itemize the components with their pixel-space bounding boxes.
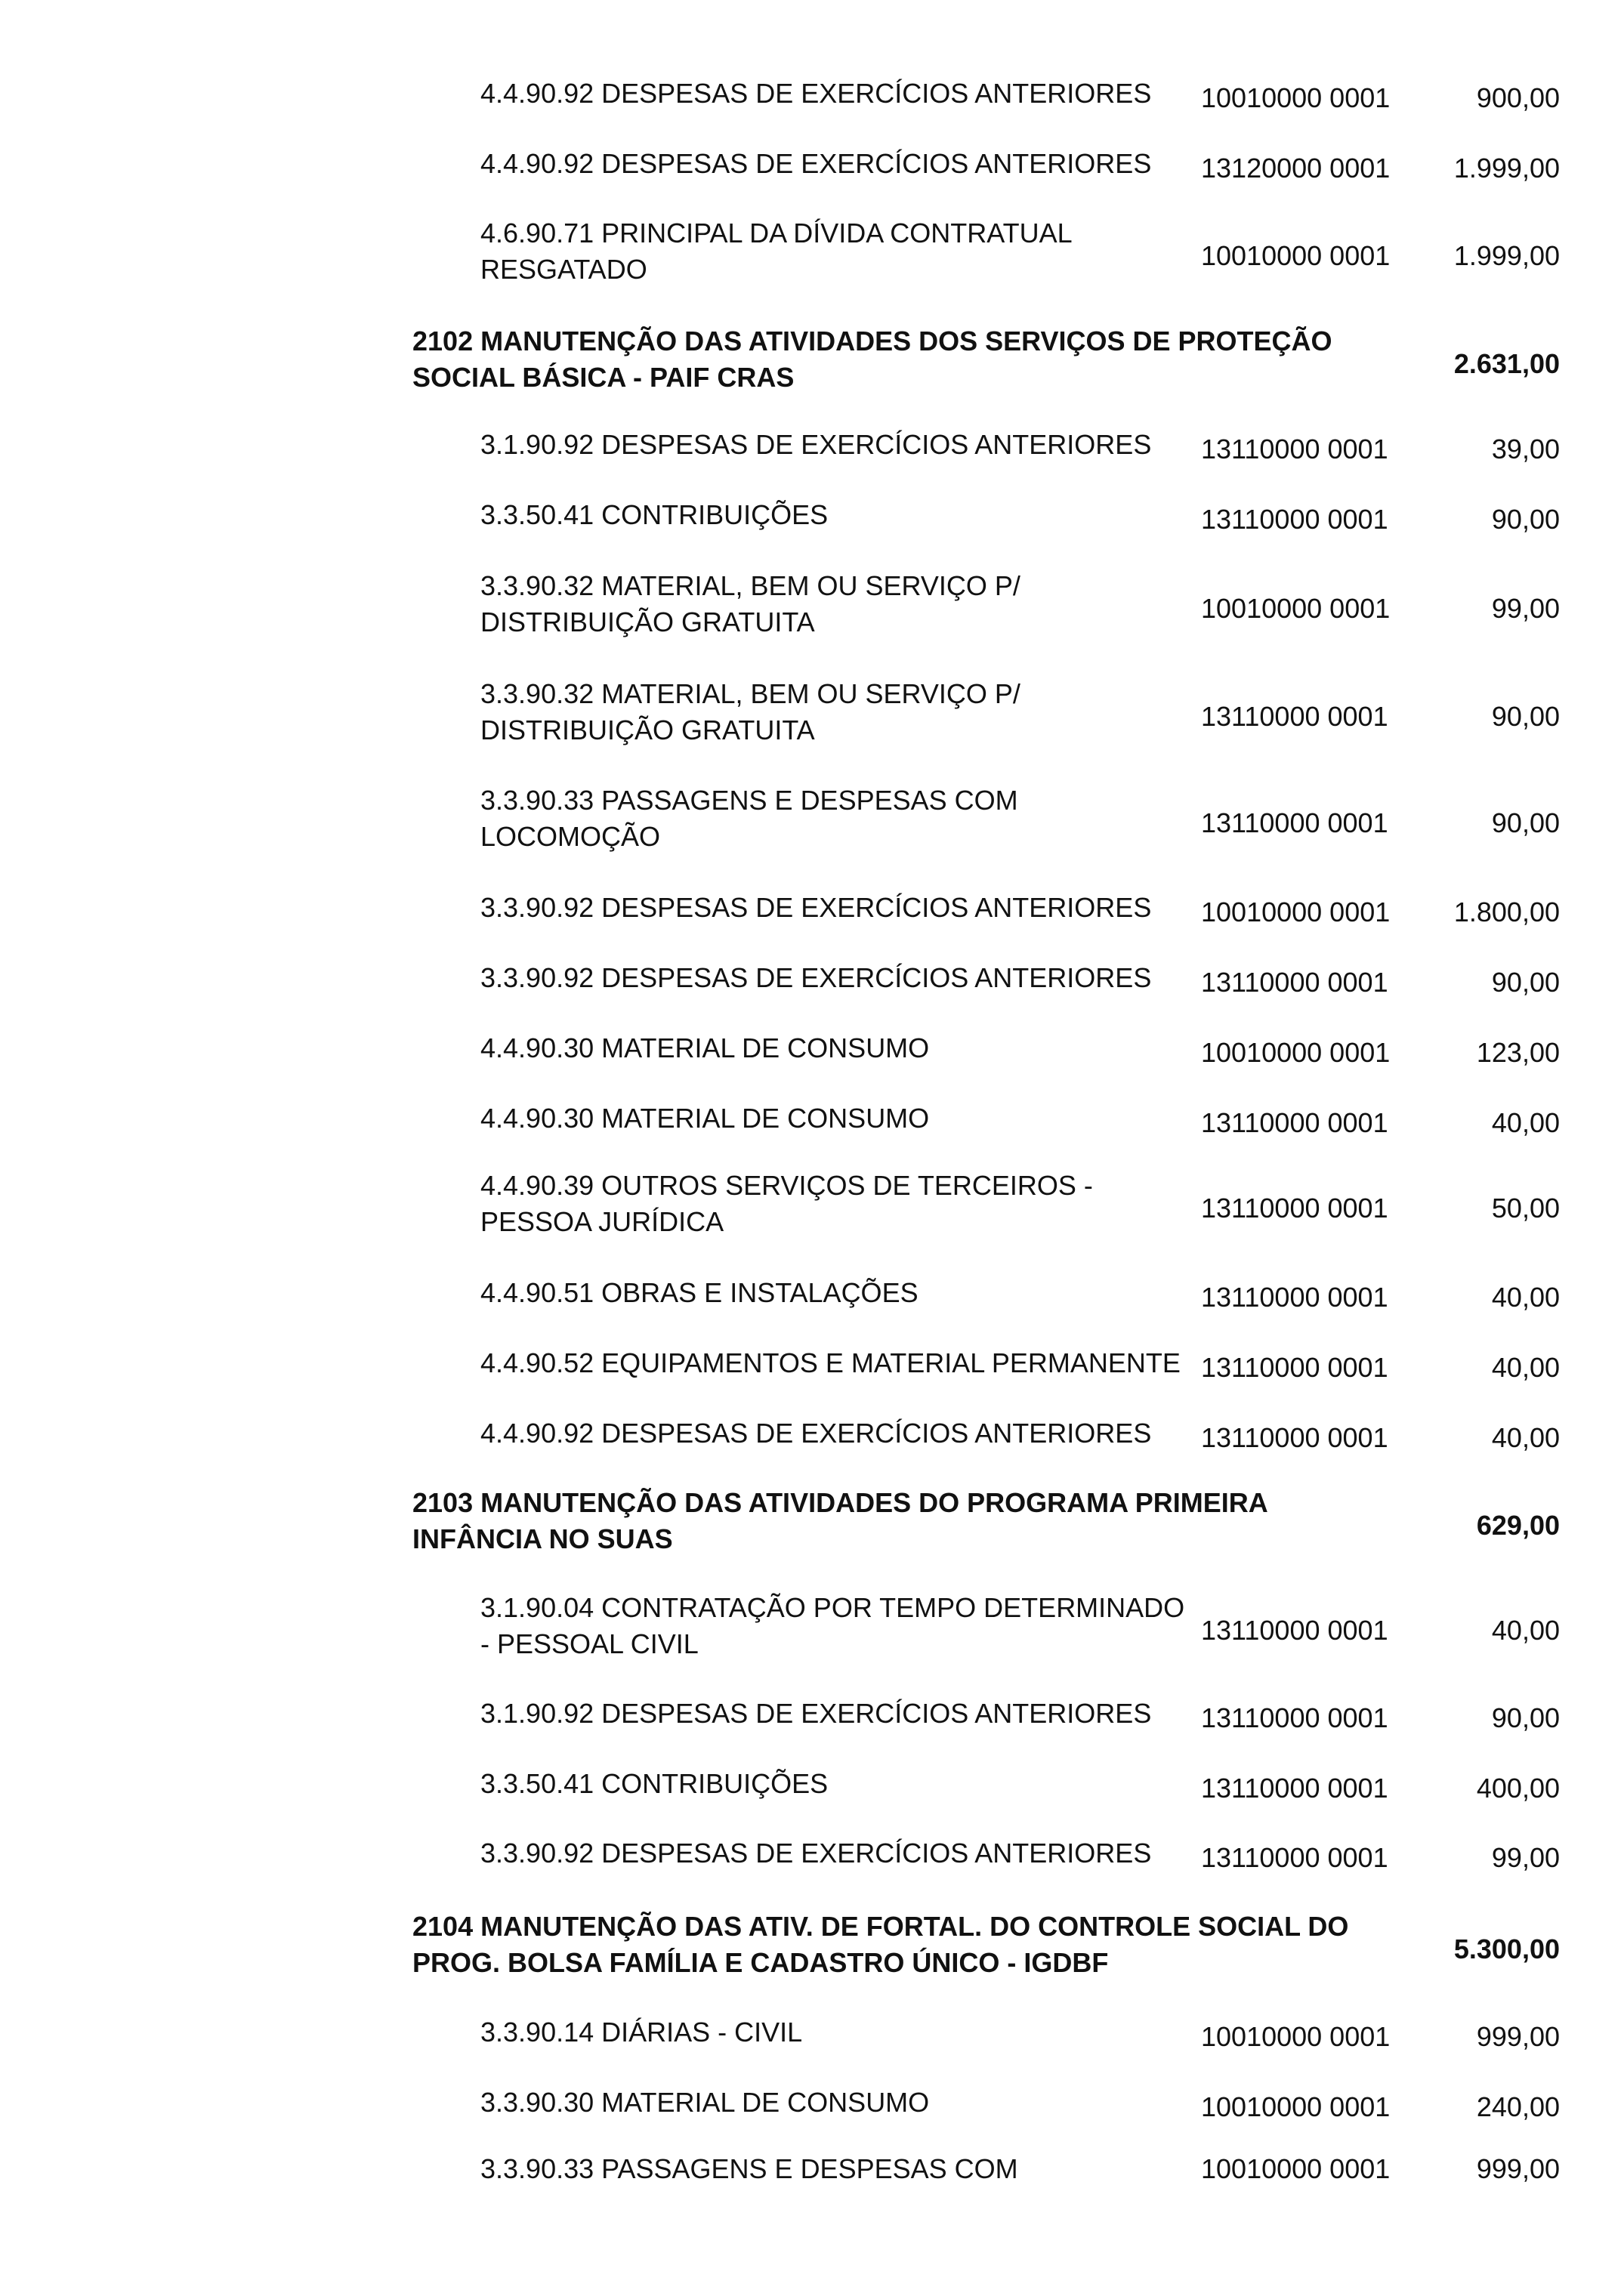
expense-item-row — [0, 1415, 1624, 1461]
expense-item-row — [0, 1345, 1624, 1390]
expense-description: 3.1.90.04 CONTRATAÇÃO POR TEMPO DETERMINADO - PESSOAL CIVIL — [480, 1592, 1185, 1659]
expense-description: 4.4.90.92 DESPESAS DE EXERCÍCIOS ANTERIORES — [480, 1418, 1152, 1449]
expense-description: 4.4.90.30 MATERIAL DE CONSUMO — [480, 1032, 930, 1063]
resource-code: 13110000 0001 — [1201, 967, 1388, 998]
expense-value: 90,00 — [1491, 701, 1560, 732]
expense-description: 4.4.90.92 DESPESAS DE EXERCÍCIOS ANTERIORES — [480, 78, 1152, 109]
action-total: 629,00 — [1476, 1510, 1560, 1541]
resource-code: 10010000 0001 — [1201, 896, 1391, 927]
expense-description: 3.3.90.30 MATERIAL DE CONSUMO — [480, 2087, 930, 2118]
expense-description: 3.3.90.33 PASSAGENS E DESPESAS COM LOCOMOÇÃO — [480, 785, 1018, 852]
action-title: 2103 MANUTENÇÃO DAS ATIVIDADES DO PROGRAMA PRIMEIRA INFÂNCIA NO SUAS — [412, 1487, 1267, 1554]
expense-item-row — [0, 1696, 1624, 1741]
expense-value: 123,00 — [1476, 1037, 1560, 1068]
expense-value: 90,00 — [1491, 967, 1560, 998]
resource-code: 10010000 0001 — [1201, 2153, 1391, 2184]
expense-description: 4.4.90.92 DESPESAS DE EXERCÍCIOS ANTERIORES — [480, 148, 1152, 179]
expense-description: 3.3.90.92 DESPESAS DE EXERCÍCIOS ANTERIORES — [480, 892, 1152, 923]
expense-description: 3.3.50.41 CONTRIBUIÇÕES — [480, 499, 829, 530]
resource-code: 10010000 0001 — [1201, 593, 1391, 624]
expense-value: 1.999,00 — [1453, 153, 1560, 184]
expense-description: 3.3.90.14 DIÁRIAS - CIVIL — [480, 2017, 803, 2048]
expense-item-row — [0, 1168, 1624, 1249]
expense-item-row — [0, 568, 1624, 650]
expense-value: 240,00 — [1476, 2091, 1560, 2122]
expense-description: 3.3.90.32 MATERIAL, BEM OU SERVIÇO P/ DISTRIBUIÇÃO GRATUITA — [480, 678, 1020, 745]
expense-description: 4.4.90.52 EQUIPAMENTOS E MATERIAL PERMANENTE — [480, 1347, 1181, 1378]
expense-item-row — [0, 76, 1624, 121]
expense-item-row — [0, 1030, 1624, 1075]
expense-description: 3.3.90.92 DESPESAS DE EXERCÍCIOS ANTERIORES — [480, 1838, 1152, 1869]
resource-code: 10010000 0001 — [1201, 2091, 1391, 2122]
expense-value: 90,00 — [1491, 1702, 1560, 1733]
resource-code: 13110000 0001 — [1201, 1842, 1388, 1873]
expense-item-row — [0, 1766, 1624, 1811]
expense-item-row — [0, 2014, 1624, 2060]
expense-description: 3.1.90.92 DESPESAS DE EXERCÍCIOS ANTERIORES — [480, 1698, 1152, 1729]
action-header-row — [0, 1485, 1624, 1566]
resource-code: 13110000 0001 — [1201, 434, 1388, 464]
expense-item-row — [0, 2085, 1624, 2130]
expense-item-row — [0, 497, 1624, 542]
expense-value: 40,00 — [1491, 1107, 1560, 1138]
expense-value: 40,00 — [1491, 1352, 1560, 1383]
resource-code: 13110000 0001 — [1201, 701, 1388, 732]
resource-code: 13110000 0001 — [1201, 1352, 1388, 1383]
expense-item-row — [0, 1835, 1624, 1881]
expense-value: 99,00 — [1491, 1842, 1560, 1873]
expense-item-row — [0, 2151, 1624, 2227]
action-header-row — [0, 323, 1624, 405]
expense-description: 3.3.90.32 MATERIAL, BEM OU SERVIÇO P/ DISTRIBUIÇÃO GRATUITA — [480, 570, 1020, 637]
expense-value: 999,00 — [1476, 2153, 1560, 2184]
expense-description: 4.4.90.39 OUTROS SERVIÇOS DE TERCEIROS - PESSOA JURÍDICA — [480, 1170, 1093, 1237]
expense-item-row — [0, 1100, 1624, 1146]
action-total: 5.300,00 — [1453, 1933, 1560, 1964]
resource-code: 10010000 0001 — [1201, 1037, 1391, 1068]
expense-item-row — [0, 1275, 1624, 1320]
expense-item-row — [0, 427, 1624, 472]
action-title: 2102 MANUTENÇÃO DAS ATIVIDADES DOS SERVIÇOS DE PROTEÇÃO SOCIAL BÁSICA - PAIF CRAS — [412, 326, 1332, 393]
resource-code: 13110000 0001 — [1201, 807, 1388, 838]
expense-value: 90,00 — [1491, 807, 1560, 838]
action-title: 2104 MANUTENÇÃO DAS ATIV. DE FORTAL. DO CONTROLE SOCIAL DO PROG. BOLSA FAMÍLIA E CADASTRO ÚNICO - IGDBF — [412, 1911, 1349, 1978]
expense-value: 999,00 — [1476, 2021, 1560, 2052]
expense-description: 3.3.90.92 DESPESAS DE EXERCÍCIOS ANTERIORES — [480, 962, 1152, 993]
expense-value: 99,00 — [1491, 593, 1560, 624]
expense-description: 3.3.50.41 CONTRIBUIÇÕES — [480, 1768, 829, 1799]
expense-item-row — [0, 146, 1624, 191]
expense-description: 4.4.90.51 OBRAS E INSTALAÇÕES — [480, 1277, 919, 1308]
resource-code: 13110000 0001 — [1201, 1422, 1388, 1453]
expense-value: 40,00 — [1491, 1282, 1560, 1313]
resource-code: 13110000 0001 — [1201, 1193, 1388, 1224]
expense-item-row — [0, 1590, 1624, 1671]
resource-code: 13110000 0001 — [1201, 1615, 1388, 1646]
expense-value: 40,00 — [1491, 1615, 1560, 1646]
expense-value: 40,00 — [1491, 1422, 1560, 1453]
expense-value: 39,00 — [1491, 434, 1560, 464]
resource-code: 10010000 0001 — [1201, 240, 1391, 271]
resource-code: 13110000 0001 — [1201, 1702, 1388, 1733]
resource-code: 13110000 0001 — [1201, 504, 1388, 535]
expense-item-row — [0, 890, 1624, 935]
expense-value: 1.800,00 — [1453, 896, 1560, 927]
action-header-row — [0, 1909, 1624, 1990]
expense-description: 4.6.90.71 PRINCIPAL DA DÍVIDA CONTRATUAL RESGATADO — [480, 218, 1072, 285]
resource-code: 10010000 0001 — [1201, 82, 1391, 113]
expense-description: 3.3.90.33 PASSAGENS E DESPESAS COM — [480, 2153, 1018, 2184]
expense-value: 900,00 — [1476, 82, 1560, 113]
expense-description: 3.1.90.92 DESPESAS DE EXERCÍCIOS ANTERIORES — [480, 429, 1152, 460]
expense-value: 400,00 — [1476, 1773, 1560, 1804]
resource-code: 13110000 0001 — [1201, 1282, 1388, 1313]
expense-description: 4.4.90.30 MATERIAL DE CONSUMO — [480, 1103, 930, 1134]
resource-code: 13110000 0001 — [1201, 1773, 1388, 1804]
expense-item-row — [0, 960, 1624, 1005]
expense-value: 50,00 — [1491, 1193, 1560, 1224]
expense-value: 90,00 — [1491, 504, 1560, 535]
expense-item-row — [0, 676, 1624, 758]
resource-code: 13110000 0001 — [1201, 1107, 1388, 1138]
resource-code: 13120000 0001 — [1201, 153, 1391, 184]
expense-item-row — [0, 782, 1624, 864]
resource-code: 10010000 0001 — [1201, 2021, 1391, 2052]
expense-value: 1.999,00 — [1453, 240, 1560, 271]
action-total: 2.631,00 — [1453, 348, 1560, 379]
expense-item-row — [0, 215, 1624, 297]
